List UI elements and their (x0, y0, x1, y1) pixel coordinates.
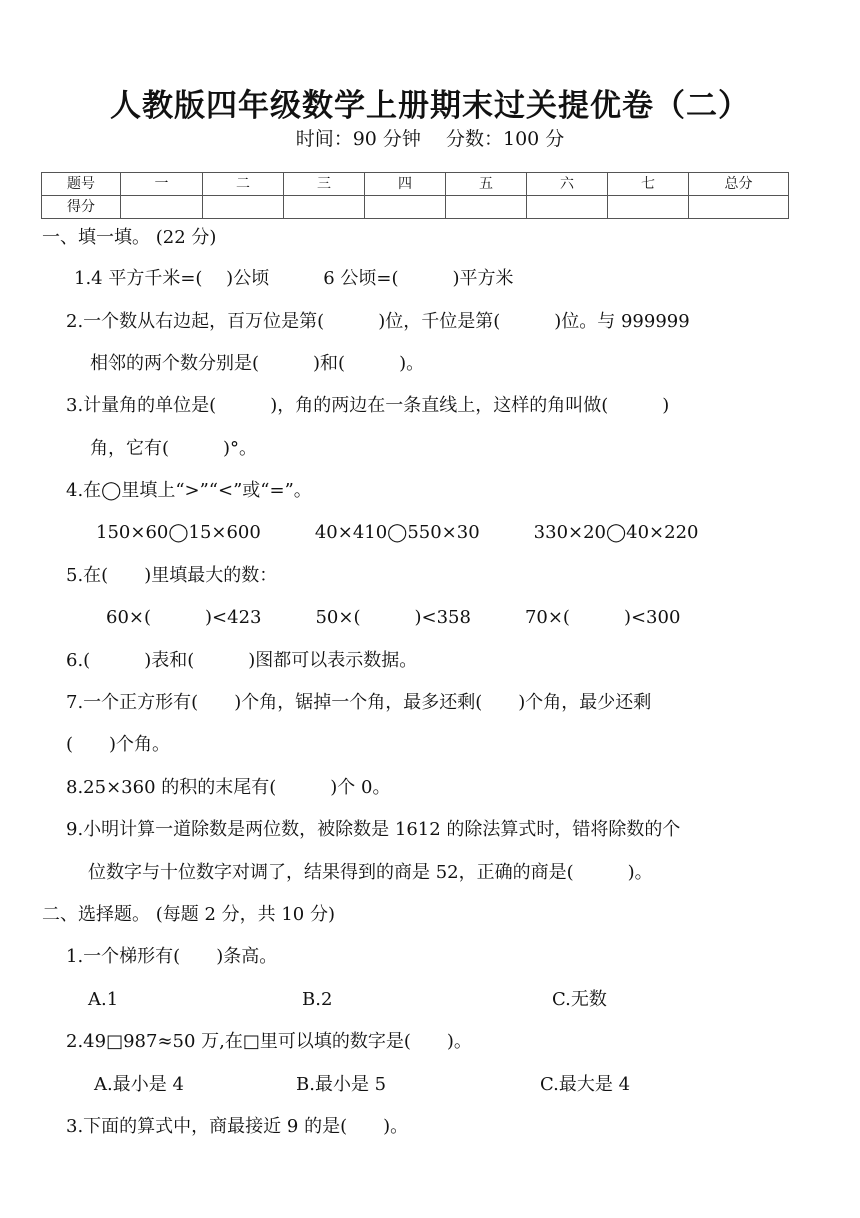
question-text: 3.计量角的单位是( )，角的两边在一条直线上，这样的角叫做( ) (66, 395, 670, 416)
option-a: A.最小是 4 (94, 1074, 184, 1095)
score-entry-cell[interactable] (121, 196, 203, 219)
question-text: 60×( )<423 50×( )<358 70×( )<300 (106, 607, 681, 628)
page-title: 人教版四年级数学上册期末过关提优卷（二） (110, 88, 750, 124)
section-heading: 二、选择题。 (每题 2 分，共 10 分) (42, 904, 336, 925)
exam-time-score: 时间：90 分钟 分数：100 分 (295, 128, 565, 150)
question-text: 5.在( )里填最大的数： (66, 565, 278, 586)
table-cell: 三 (284, 173, 365, 196)
score-entry-cell[interactable] (608, 196, 689, 219)
question-text: 7.一个正方形有( )个角，锯掉一个角，最多还剩( )个角，最少还剩 (66, 692, 652, 713)
option-a: A.1 (88, 989, 119, 1010)
question-text: 6.( )表和( )图都可以表示数据。 (66, 650, 418, 671)
score-entry-cell[interactable] (527, 196, 608, 219)
question-text: 1.一个梯形有( )条高。 (66, 946, 278, 967)
score-entry-cell[interactable] (284, 196, 365, 219)
table-cell: 总分 (689, 173, 789, 196)
question-text: ( )个角。 (66, 734, 171, 755)
option-c: C.无数 (552, 989, 607, 1010)
score-table-header-row (42, 173, 789, 196)
table-cell: 七 (608, 173, 689, 196)
table-cell: 二 (203, 173, 284, 196)
question-text: 1.4 平方千米=( )公顷 6 公顷=( )平方米 (74, 268, 514, 289)
question-text: 2.一个数从右边起，百万位是第( )位，千位是第( )位。与 999999 (66, 311, 690, 332)
score-entry-cell[interactable] (203, 196, 284, 219)
question-text: 150×60◯15×600 40×410◯550×30 330×20◯40×220 (96, 522, 699, 543)
table-cell: 得分 (42, 196, 121, 219)
table-cell: 题号 (42, 173, 121, 196)
question-text: 位数字与十位数字对调了，结果得到的商是 52，正确的商是( )。 (88, 862, 653, 883)
table-cell: 五 (446, 173, 527, 196)
question-text: 角，它有( )°。 (90, 438, 258, 459)
table-cell: 一 (121, 173, 203, 196)
table-cell: 六 (527, 173, 608, 196)
score-entry-cell[interactable] (446, 196, 527, 219)
option-b: B.2 (302, 989, 333, 1010)
option-b: B.最小是 5 (296, 1074, 387, 1095)
question-text: 2.49□987≈50 万,在□里可以填的数字是( )。 (66, 1031, 472, 1052)
score-entry-cell[interactable] (689, 196, 789, 219)
score-table (41, 172, 789, 219)
question-text: 8.25×360 的积的末尾有( )个 0。 (66, 777, 391, 798)
score-entry-cell[interactable] (365, 196, 446, 219)
score-table-score-row (42, 196, 789, 219)
option-c: C.最大是 4 (540, 1074, 631, 1095)
question-text: 4.在◯里填上“>”“<”或“=”。 (66, 480, 312, 501)
question-text: 3.下面的算式中，商最接近 9 的是( )。 (66, 1116, 409, 1137)
question-text: 9.小明计算一道除数是两位数，被除数是 1612 的除法算式时，错将除数的个 (66, 819, 681, 840)
table-cell: 四 (365, 173, 446, 196)
section-heading: 一、填一填。 (22 分) (42, 227, 217, 248)
question-text: 相邻的两个数分别是( )和( )。 (90, 353, 425, 374)
